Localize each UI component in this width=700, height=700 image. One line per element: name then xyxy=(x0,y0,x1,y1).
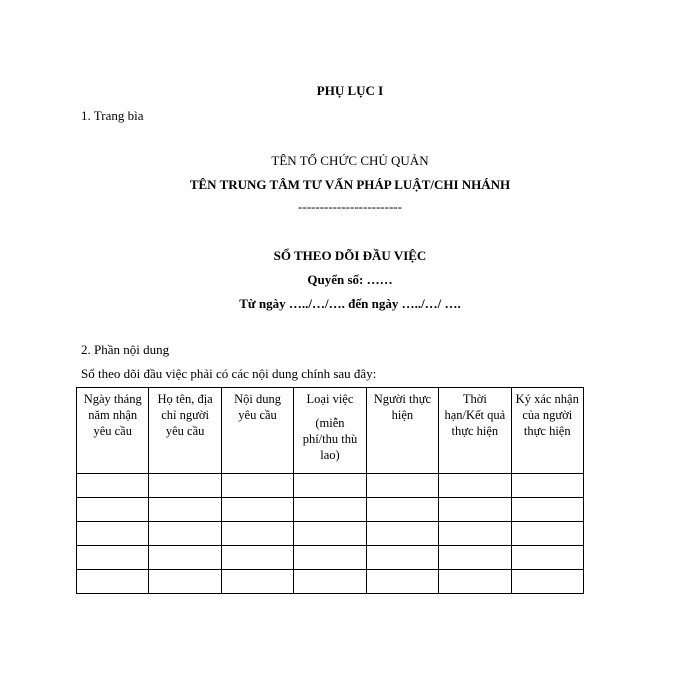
header-work-type-note: (miễn phí/thu thù lao) xyxy=(302,416,358,462)
table-cell xyxy=(439,498,511,522)
table-cell xyxy=(149,570,221,594)
table-cell xyxy=(511,546,583,570)
header-work-type: Loại việc xyxy=(306,392,354,406)
table-cell xyxy=(77,474,149,498)
header-requester: Họ tên, địa chỉ người yêu cầu xyxy=(157,392,213,438)
table-row xyxy=(77,474,584,498)
table-cell xyxy=(221,522,293,546)
header-cell xyxy=(149,388,221,474)
header-deadline-result: Thời hạn/Kết quả thực hiện xyxy=(444,392,506,438)
table-cell xyxy=(366,570,438,594)
book-title: SỔ THEO DÕI ĐẦU VIỆC xyxy=(273,248,427,263)
header-cell xyxy=(366,388,438,474)
table-row xyxy=(77,570,584,594)
work-log-table xyxy=(76,387,584,594)
table-row xyxy=(77,522,584,546)
table-cell xyxy=(511,570,583,594)
table-cell xyxy=(294,498,366,522)
section-2-heading: 2. Phần nội dung xyxy=(81,342,170,357)
table-cell xyxy=(77,570,149,594)
table-cell xyxy=(149,498,221,522)
table-header-row xyxy=(77,388,584,474)
table-cell xyxy=(439,546,511,570)
header-signature: Ký xác nhận của người thực hiện xyxy=(515,392,579,438)
table-cell xyxy=(221,570,293,594)
center-name: TÊN TRUNG TÂM TƯ VẤN PHÁP LUẬT/CHI NHÁNH xyxy=(189,177,511,192)
org-parent-name: TÊN TỔ CHỨC CHỦ QUẢN xyxy=(271,153,429,168)
table-row xyxy=(77,498,584,522)
table-cell xyxy=(221,474,293,498)
header-request-content: Nội dung yêu cầu xyxy=(234,392,281,422)
table-cell xyxy=(77,498,149,522)
table-row xyxy=(77,546,584,570)
section-1-heading: 1. Trang bìa xyxy=(81,108,144,123)
separator-line: ------------------------ xyxy=(298,199,402,214)
table-cell xyxy=(366,474,438,498)
table-cell xyxy=(511,474,583,498)
table-cell xyxy=(294,570,366,594)
table-cell xyxy=(511,522,583,546)
table-cell xyxy=(294,474,366,498)
table-cell xyxy=(294,546,366,570)
table-cell xyxy=(439,522,511,546)
table-cell xyxy=(366,498,438,522)
table-cell xyxy=(149,474,221,498)
header-cell xyxy=(77,388,149,474)
table-cell xyxy=(366,522,438,546)
table-cell xyxy=(511,498,583,522)
header-cell xyxy=(221,388,293,474)
table-cell xyxy=(439,570,511,594)
intro-text: Sổ theo dõi đầu việc phải có các nội dung chính sau đây: xyxy=(81,366,377,381)
table-cell xyxy=(294,522,366,546)
volume-number: Quyển số: …… xyxy=(307,272,393,287)
table-cell xyxy=(149,546,221,570)
header-date-received: Ngày tháng năm nhận yêu cầu xyxy=(83,392,142,438)
header-performer: Người thực hiện xyxy=(373,392,432,422)
header-cell xyxy=(511,388,583,474)
table-cell xyxy=(221,498,293,522)
table-cell xyxy=(366,546,438,570)
table-cell xyxy=(77,522,149,546)
table-cell xyxy=(149,522,221,546)
header-cell xyxy=(439,388,511,474)
table-body xyxy=(77,474,584,594)
table-cell xyxy=(221,546,293,570)
appendix-title: PHỤ LỤC I xyxy=(316,83,384,98)
table-cell xyxy=(77,546,149,570)
date-range: Từ ngày …../…/…. đến ngày …../…/ …. xyxy=(239,296,461,311)
table-cell xyxy=(439,474,511,498)
header-cell xyxy=(294,388,366,474)
